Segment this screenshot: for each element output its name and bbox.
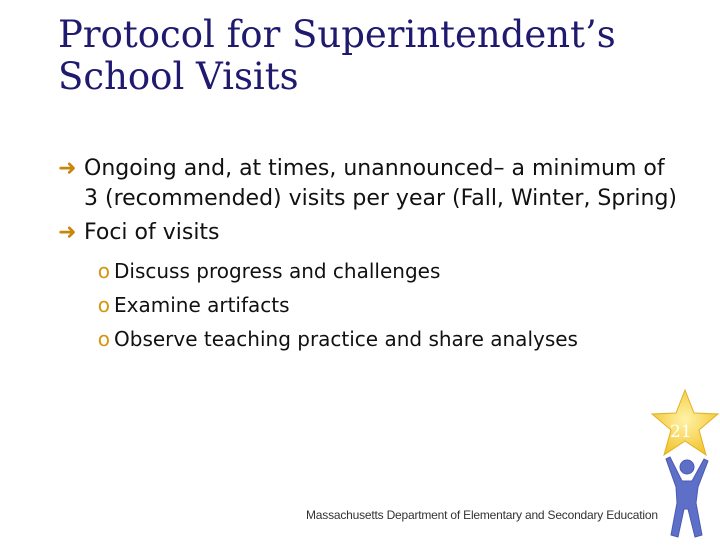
circle-bullet-icon: o (97, 259, 110, 283)
circle-bullet-icon: o (97, 293, 110, 317)
sub-bullet-item (97, 288, 678, 322)
sub-bullet-text: Observe teaching practice and share analyses (114, 327, 578, 351)
bullet-item (58, 154, 678, 214)
footer-text: Massachusetts Department of Elementary and Secondary Education (306, 508, 658, 522)
right-arrow-icon: ➜ (58, 220, 77, 245)
circle-bullet-icon: o (97, 327, 110, 351)
bullet-text: Foci of visits (84, 220, 220, 245)
person-figure-icon (666, 457, 708, 537)
page-number: 21 (670, 422, 692, 442)
slide-title (58, 14, 698, 98)
sub-bullet-list (58, 254, 678, 356)
bullet-item (58, 218, 678, 248)
right-arrow-icon: ➜ (58, 156, 77, 181)
bullet-text: Ongoing and, at times, unannounced– a minimum of 3 (recommended) visits per year (Fall, Winter, Spring) (84, 156, 678, 211)
bullet-list (58, 154, 678, 356)
sub-bullet-text: Examine artifacts (114, 293, 290, 317)
sub-bullet-text: Discuss progress and challenges (114, 259, 441, 283)
title-line-1: Protocol for Superintendent’s (58, 13, 616, 56)
title-line-2: School Visits (58, 55, 299, 98)
sub-bullet-item (97, 322, 678, 356)
sub-bullet-item (97, 254, 678, 288)
